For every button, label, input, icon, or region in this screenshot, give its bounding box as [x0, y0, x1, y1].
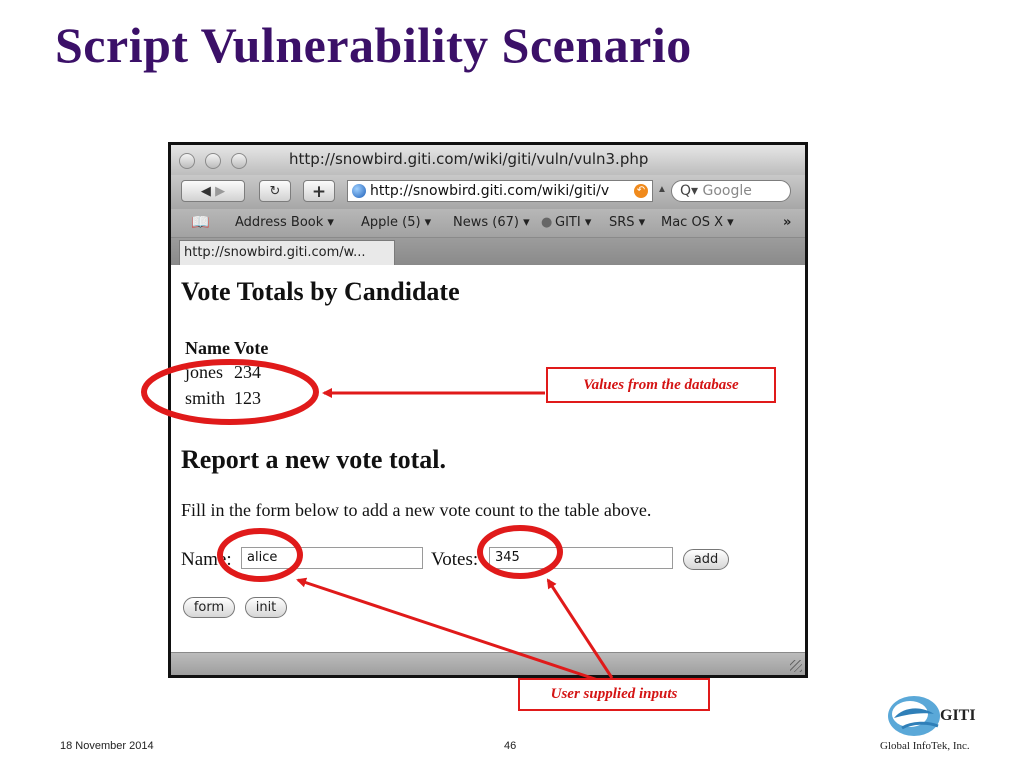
snapback-icon[interactable]: ↶: [634, 184, 648, 198]
address-dropdown-icon[interactable]: ▲: [657, 184, 667, 195]
forward-arrow-icon[interactable]: ▶: [215, 184, 226, 199]
tab-current[interactable]: http://snowbird.giti.com/w...: [179, 240, 395, 265]
bookmark-dot-icon: ●: [541, 215, 553, 230]
globe-icon: [352, 184, 366, 198]
browser-window: [168, 142, 808, 678]
resize-grip-icon[interactable]: [790, 660, 802, 672]
page-heading: Vote Totals by Candidate: [181, 277, 460, 306]
zoom-window-button[interactable]: [231, 153, 247, 169]
footer-date: 18 November 2014: [60, 740, 154, 752]
form-instructions: Fill in the form below to add a new vote count to the table above.: [181, 500, 652, 520]
votes-label: Votes:: [431, 549, 479, 570]
logo-text: GITI: [940, 707, 976, 724]
vote-table: [185, 337, 272, 411]
bookmark-giti[interactable]: GITI ▾: [555, 215, 592, 230]
database-callout: Values from the database: [546, 367, 776, 403]
inputs-callout: User supplied inputs: [518, 678, 710, 711]
book-icon[interactable]: 📖: [191, 213, 210, 231]
form-button[interactable]: form: [183, 597, 235, 618]
magnifier-icon: Q▾: [680, 183, 699, 199]
column-header-vote: Vote: [233, 337, 269, 358]
bookmark-news[interactable]: News (67) ▾: [453, 215, 530, 230]
bookmark-srs[interactable]: SRS ▾: [609, 215, 646, 230]
column-header-name: Name: [185, 337, 230, 358]
tab-bar: [171, 238, 805, 265]
name-label: Name:: [181, 549, 232, 570]
back-arrow-icon[interactable]: ◀: [200, 184, 211, 199]
search-field[interactable]: [671, 180, 791, 202]
table-row: [185, 359, 272, 385]
table-row: [185, 385, 272, 411]
address-bar[interactable]: [347, 180, 653, 202]
add-bookmark-button[interactable]: +: [303, 180, 335, 202]
bookmark-address-book[interactable]: Address Book ▾: [235, 215, 334, 230]
minimize-window-button[interactable]: [205, 153, 221, 169]
title-bar: [171, 145, 805, 175]
bookmarks-bar: [171, 209, 805, 238]
search-placeholder: Google: [702, 183, 752, 199]
table-header-row: [185, 337, 272, 359]
reload-button[interactable]: [259, 180, 291, 202]
votes-input[interactable]: 345: [489, 547, 673, 569]
company-name: Global InfoTek, Inc.: [880, 740, 970, 752]
window-title: http://snowbird.giti.com/wiki/giti/vuln/vuln3.php: [289, 150, 649, 168]
name-input[interactable]: alice: [241, 547, 423, 569]
add-button[interactable]: add: [683, 549, 729, 570]
cell-name: jones: [185, 361, 223, 382]
status-bar: [171, 652, 805, 675]
bookmarks-overflow-icon[interactable]: »: [783, 215, 792, 230]
slide-title: Script Vulnerability Scenario: [55, 17, 692, 73]
init-button[interactable]: init: [245, 597, 287, 618]
bookmark-mac-os-x[interactable]: Mac OS X ▾: [661, 215, 734, 230]
address-text: http://snowbird.giti.com/wiki/giti/v: [370, 183, 610, 199]
bookmark-apple[interactable]: Apple (5) ▾: [361, 215, 432, 230]
report-heading: Report a new vote total.: [181, 445, 446, 474]
cell-vote: 234: [233, 361, 261, 382]
browser-toolbar: [171, 175, 805, 209]
cell-name: smith: [185, 387, 226, 408]
back-forward-buttons[interactable]: [181, 180, 245, 202]
page-number: 46: [504, 740, 517, 752]
close-window-button[interactable]: [179, 153, 195, 169]
reload-icon: ↻: [269, 184, 281, 199]
page-content: [171, 265, 805, 653]
cell-vote: 123: [233, 387, 261, 408]
